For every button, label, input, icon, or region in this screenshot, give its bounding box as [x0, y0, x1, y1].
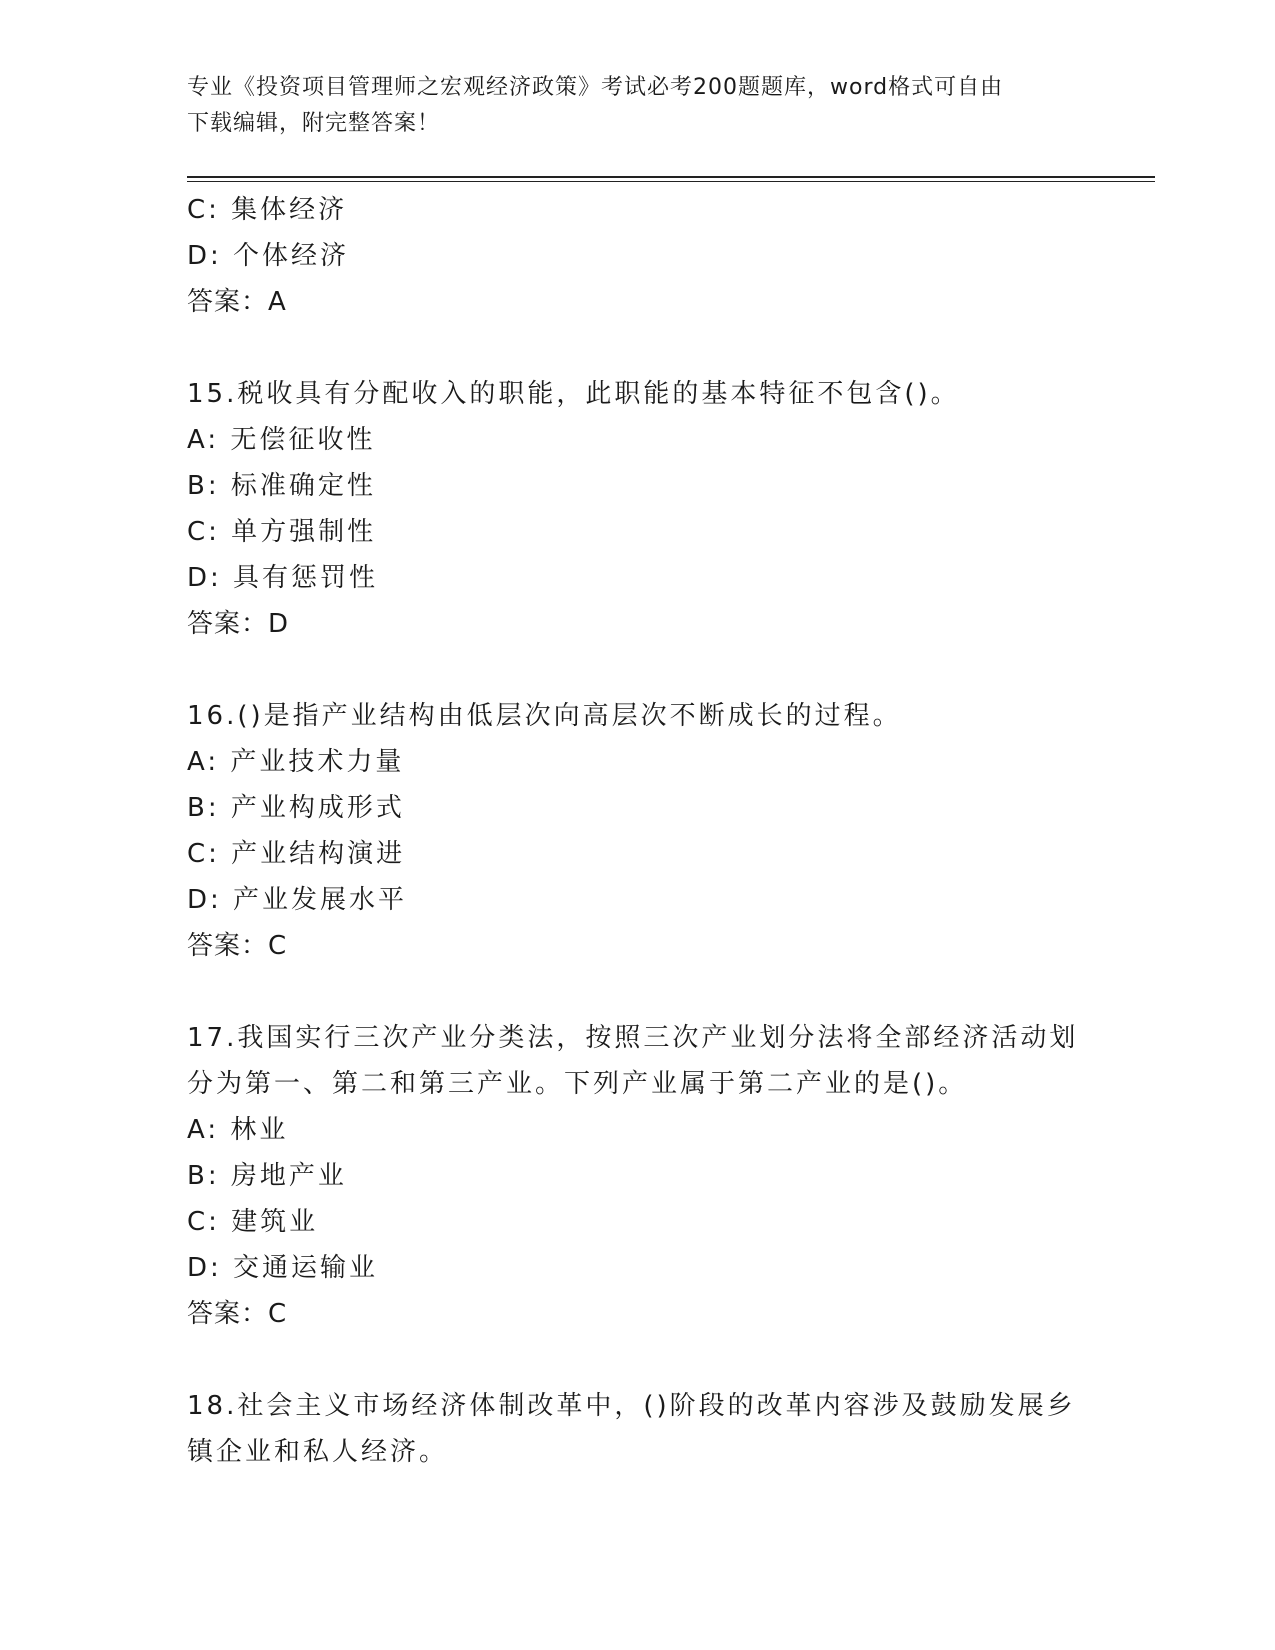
option-c: C: 建筑业: [187, 1207, 319, 1237]
header-line-1: 专业《投资项目管理师之宏观经济政策》考试必考200题题库，word格式可自由: [187, 75, 1004, 100]
question-stem: 15.税收具有分配收入的职能，此职能的基本特征不包含()。: [187, 379, 960, 409]
document-header: [187, 70, 1067, 142]
option-b: B: 产业构成形式: [187, 793, 405, 823]
spacer: [187, 647, 1087, 693]
answer-line: 答案：A: [187, 287, 287, 317]
header-divider-thin: [187, 181, 1155, 182]
option-c: C: 集体经济: [187, 195, 348, 225]
option-d: D: 交通运输业: [187, 1253, 379, 1283]
question-16: [187, 693, 1087, 969]
answer-line: 答案：C: [187, 931, 288, 961]
question-18: [187, 1383, 1087, 1475]
option-d: D: 具有惩罚性: [187, 563, 379, 593]
spacer: [187, 325, 1087, 371]
question-15: [187, 371, 1087, 647]
option-a: A: 无偿征收性: [187, 425, 376, 455]
question-stem-line-2: 分为第一、第二和第三产业。下列产业属于第二产业的是()。: [187, 1069, 968, 1099]
answer-line: 答案：D: [187, 609, 290, 639]
question-14-continued: [187, 187, 1087, 325]
option-d: D: 产业发展水平: [187, 885, 408, 915]
answer-line: 答案：C: [187, 1299, 288, 1329]
option-d: D: 个体经济: [187, 241, 350, 271]
option-a: A: 林业: [187, 1115, 289, 1145]
option-b: B: 房地产业: [187, 1161, 347, 1191]
option-b: B: 标准确定性: [187, 471, 376, 501]
header-divider-thick: [187, 176, 1155, 178]
option-c: C: 产业结构演进: [187, 839, 406, 869]
question-stem: 16.()是指产业结构由低层次向高层次不断成长的过程。: [187, 701, 902, 731]
header-line-2: 下载编辑，附完整答案！: [187, 111, 441, 136]
question-stem-line-2: 镇企业和私人经济。: [187, 1437, 449, 1467]
question-list: [187, 187, 1087, 1475]
question-stem-line-1: 18.社会主义市场经济体制改革中，()阶段的改革内容涉及鼓励发展乡: [187, 1391, 1076, 1421]
option-a: A: 产业技术力量: [187, 747, 405, 777]
spacer: [187, 969, 1087, 1015]
question-stem-line-1: 17.我国实行三次产业分类法，按照三次产业划分法将全部经济活动划: [187, 1023, 1079, 1053]
option-c: C: 单方强制性: [187, 517, 377, 547]
question-17: [187, 1015, 1087, 1337]
spacer: [187, 1337, 1087, 1383]
